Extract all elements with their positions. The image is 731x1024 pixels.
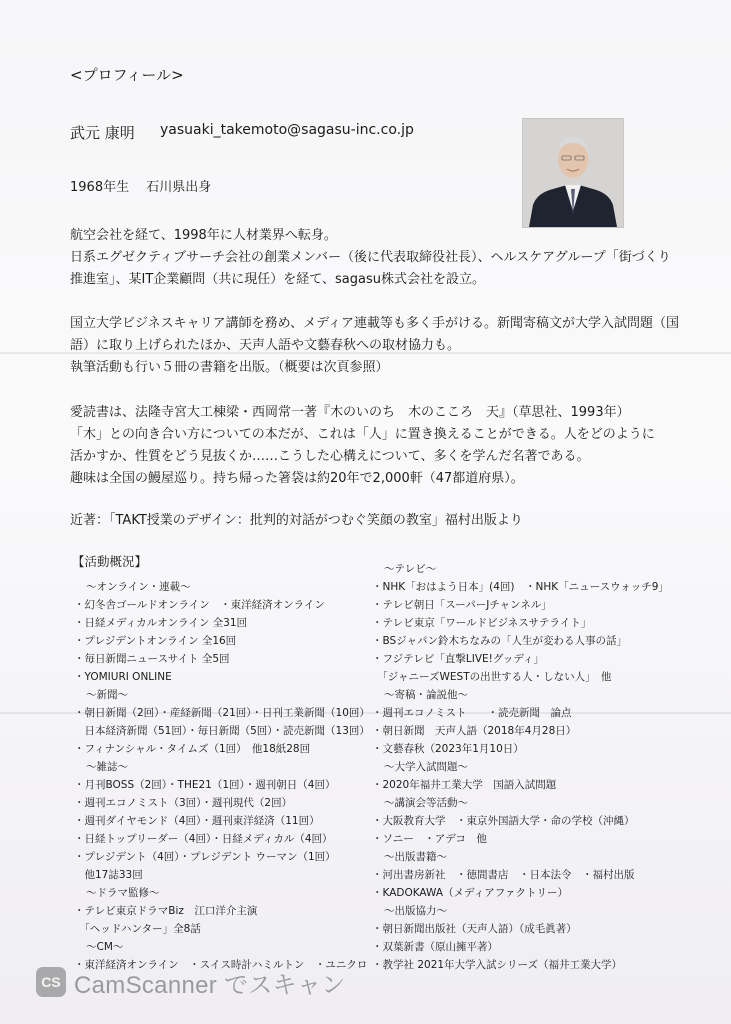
activity-line: ・週刊エコノミスト ・読売新聞 論点 xyxy=(372,707,572,719)
activity-line: ・河出書房新社 ・徳間書店 ・日本法令 ・福村出版 xyxy=(372,869,635,881)
activity-line: ～寄稿・論説他～ xyxy=(384,689,468,701)
activity-line: ・プレジデント（4回）・プレジデント ウーマン（1回） xyxy=(74,851,336,863)
profile-email: yasuaki_takemoto@sagasu-inc.co.jp xyxy=(160,122,414,138)
activity-line: ～CM～ xyxy=(86,941,124,953)
activity-line: ・文藝春秋（2023年1月10日） xyxy=(372,743,524,755)
profile-name: 武元 康明 xyxy=(70,124,135,142)
activity-line: ・毎日新聞ニュースサイト 全5回 xyxy=(74,653,230,665)
activity-line: ・教学社 2021年大学入試シリーズ（福井工業大学） xyxy=(372,959,623,971)
para1-line2: 日系エグゼクティブサーチ会社の創業メンバー（後に代表取締役社長）、ヘルスケアグループ「街づくり xyxy=(70,250,671,265)
para1-line1: 航空会社を経て、1998年に人材業界へ転身。 xyxy=(70,228,337,243)
portrait-image xyxy=(523,119,623,227)
profile-birth: 1968年生 石川県出身 xyxy=(70,180,212,195)
activity-line: 他17誌33回 xyxy=(74,869,143,881)
para2-line1: 国立大学ビジネスキャリア講師を務め、メディア連載等も多く手がける。新聞寄稿文が大学入試問題（国 xyxy=(70,316,680,331)
activity-line: ～講演会等活動～ xyxy=(384,797,468,809)
activity-line: ・フィナンシャル・タイムズ（1回） 他18紙28回 xyxy=(74,743,311,755)
activity-line: ・週刊ダイヤモンド（4回）・週刊東洋経済（11回） xyxy=(74,815,320,827)
activity-line: 「ヘッドハンター」全8話 xyxy=(74,923,201,935)
activity-line: ・東洋経済オンライン ・スイス時計ハミルトン ・ユニクロ xyxy=(74,959,368,971)
activity-line: ～テレビ～ xyxy=(384,563,437,575)
activity-line: ・KADOKAWA（メディアファクトリー） xyxy=(372,887,568,899)
para2-line3: 執筆活動も行い５冊の書籍を出版。（概要は次頁参照） xyxy=(70,360,389,375)
activities-left-column xyxy=(74,578,374,974)
para3-line2: 「木」との向き合い方についての本だが、これは「人」に置き換えることができる。人をどのように xyxy=(70,427,655,442)
activity-line: ・2020年福井工業大学 国語入試問題 xyxy=(372,779,557,791)
activities-title: 【活動概況】 xyxy=(72,554,148,569)
activity-line: ・テレビ東京ドラマBiz 江口洋介主演 xyxy=(74,905,258,917)
recent-book: 近著：「TAKT授業のデザイン：批判的対話がつむぐ笑顔の教室」福村出版より xyxy=(70,513,523,528)
activity-line: ～ドラマ監修～ xyxy=(86,887,160,899)
camscanner-text: CamScanner でスキャン xyxy=(74,971,346,999)
activity-line: ・ソニー ・アデコ 他 xyxy=(372,833,487,845)
activity-line: ・日経トップリーダー（4回）・日経メディカル（4回） xyxy=(74,833,333,845)
activity-line: ・テレビ朝日「スーパーJチャンネル」 xyxy=(372,599,552,611)
activity-line: ・日経メディカルオンライン 全31回 xyxy=(74,617,248,629)
activities-right-column xyxy=(372,560,702,974)
activity-line: ・幻冬舎ゴールドオンライン ・東洋経済オンライン xyxy=(74,599,325,611)
activity-line: ・週刊エコノミスト（3回）・週刊現代（2回） xyxy=(74,797,293,809)
para1-line3: 推進室」、某IT企業顧問（共に現任）を経て、sagasu株式会社を設立。 xyxy=(70,272,485,287)
activity-line: ・朝日新聞 天声人語（2018年4月28日） xyxy=(372,725,577,737)
activity-line: ・NHK「おはよう日本」(4回) ・NHK「ニュースウォッチ9」 xyxy=(372,581,669,593)
para3-line3: 活かすか、性質をどう見抜くか……こうした心構えについて、多くを学んだ名著である。 xyxy=(70,449,590,464)
activity-line: ～オンライン・連載～ xyxy=(86,581,191,593)
activity-line: ・朝日新聞出版社（天声人語）（成毛眞著） xyxy=(372,923,577,935)
activity-line: ・YOMIURI ONLINE xyxy=(74,671,172,683)
camscanner-logo-icon: CS xyxy=(36,967,66,997)
activity-line: ・フジテレビ「直撃LIVE!グッディ」 xyxy=(372,653,544,665)
para3-line1: 愛読書は、法隆寺宮大工棟梁・西岡常一著『木のいのち 木のこころ 天』（草思社、1993年） xyxy=(70,405,630,420)
activity-line: ・プレジデントオンライン 全16回 xyxy=(74,635,237,647)
activity-line: ・朝日新聞（2回）・産経新聞（21回）・日刊工業新聞（10回） xyxy=(74,707,370,719)
profile-header: <プロフィール> xyxy=(70,66,184,84)
para2-line2: 語）に取り上げられたほか、天声人語や文藝春秋への取材協力も。 xyxy=(70,338,461,353)
activity-line: ・月刊BOSS（2回）・THE21（1回）・週刊朝日（4回） xyxy=(74,779,336,791)
camscanner-watermark xyxy=(36,966,346,998)
para3-line4: 趣味は全国の鰻屋巡り。持ち帰った箸袋は約20年で2,000軒（47都道府県）。 xyxy=(70,471,524,486)
activity-line: ～雑誌～ xyxy=(86,761,128,773)
activity-line: ・双葉新書（原山擁平著） xyxy=(372,941,498,953)
activity-line: 日本経済新聞（51回）・毎日新聞（5回）・読売新聞（13回） xyxy=(74,725,370,737)
activity-line: ・大阪教育大学 ・東京外国語大学・命の学校（沖縄） xyxy=(372,815,635,827)
activity-line: 「ジャニーズWESTの出世する人・しない人」 他 xyxy=(372,671,612,683)
activity-line: ・BSジャパン鈴木ちなみの「人生が変わる人事の話」 xyxy=(372,635,627,647)
activity-line: ～出版協力～ xyxy=(384,905,447,917)
activity-line: ～大学入試問題～ xyxy=(384,761,468,773)
activity-line: ～新聞～ xyxy=(86,689,128,701)
activity-line: ・テレビ東京「ワールドビジネスサテライト」 xyxy=(372,617,592,629)
profile-photo xyxy=(522,118,624,228)
activity-line: ～出版書籍～ xyxy=(384,851,447,863)
